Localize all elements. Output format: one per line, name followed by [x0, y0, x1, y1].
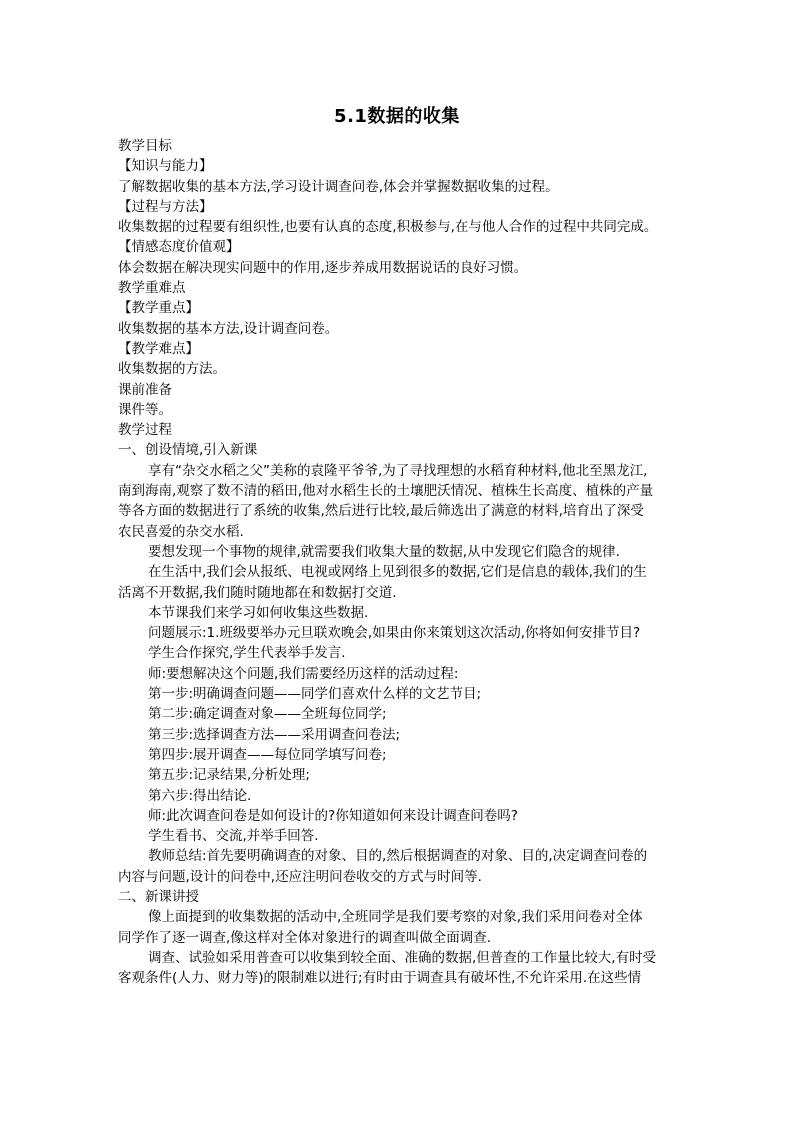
subheading-process: 【过程与方法】 — [118, 198, 213, 215]
step-item: 第五步:记录结果,分析处理; — [148, 767, 310, 784]
paragraph-line: 调查、试验如采用普查可以收集到较全面、准确的数据,但普查的工作量比较大,有时受 — [148, 949, 657, 966]
paragraph-line: 收集数据的方法。 — [118, 361, 226, 378]
paragraph-line: 农民喜爱的杂交水稻. — [118, 523, 244, 540]
subheading-attitude: 【情感态度价值观】 — [118, 239, 240, 256]
paragraph-line: 学生合作探究,学生代表举手发言. — [148, 645, 346, 662]
paragraph-line: 问题展示:1.班级要举办元旦联欢晚会,如果由你来策划这次活动,你将如何安排节目? — [148, 625, 641, 642]
paragraph-line: 体会数据在解决现实问题中的作用,逐步养成用数据说话的良好习惯。 — [118, 259, 528, 276]
paragraph-line: 学生看书、交流,并举手回答. — [148, 828, 319, 845]
paragraph-line: 南到海南,观察了数不清的稻田,他对水稻生长的土壤肥沃情况、植株生长高度、植株的产量 — [118, 483, 654, 500]
paragraph-line: 活离不开数据,我们随时随地都在和数据打交道. — [118, 584, 397, 601]
heading-key-points: 教学重难点 — [118, 280, 186, 297]
section-heading-2: 二、新课讲授 — [118, 888, 199, 905]
paragraph-line: 客观条件(人力、财力等)的限制难以进行;有时由于调查具有破坏性,不允许采用.在这些情 — [118, 970, 642, 987]
subheading-difficulty: 【教学难点】 — [118, 340, 199, 357]
paragraph-line: 师:要想解决这个问题,我们需要经历这样的活动过程: — [148, 665, 459, 682]
heading-preparation: 课前准备 — [118, 381, 172, 398]
step-item: 第三步:选择调查方法——采用调查问卷法; — [148, 726, 401, 743]
subheading-knowledge: 【知识与能力】 — [118, 158, 213, 175]
paragraph-line: 像上面提到的收集数据的活动中,全班同学是我们要考察的对象,我们采用问卷对全体 — [148, 909, 643, 926]
paragraph-line: 要想发现一个事物的规律,就需要我们收集大量的数据,从中发现它们隐含的规律. — [148, 543, 620, 560]
paragraph-line: 内容与问题,设计的问卷中,还应注明问卷收交的方式与时间等. — [118, 868, 482, 885]
paragraph-line: 享有“杂交水稻之父”美称的袁隆平爷爷,为了寻找理想的水稻育种材料,他北至黑龙江, — [148, 462, 648, 479]
document-body — [118, 136, 688, 988]
paragraph-line: 等各方面的数据进行了系统的收集,然后进行比较,最后筛选出了满意的材料,培育出了深受 — [118, 503, 644, 520]
paragraph-line: 教师总结:首先要明确调查的对象、目的,然后根据调查的对象、目的,决定调查问卷的 — [148, 848, 648, 865]
paragraph-line: 了解数据收集的基本方法,学习设计调查问卷,体会并掌握数据收集的过程。 — [118, 178, 559, 195]
paragraph-line: 收集数据的基本方法,设计调查问卷。 — [118, 320, 339, 337]
paragraph-line: 同学作了逐一调查,像这样对全体对象进行的调查叫做全面调查. — [118, 929, 492, 946]
step-item: 第六步:得出结论. — [148, 787, 252, 804]
subheading-focus: 【教学重点】 — [118, 300, 199, 317]
section-heading-1: 一、创设情境,引入新课 — [118, 442, 258, 459]
step-item: 第二步:确定调查对象——全班每位同学; — [148, 706, 387, 723]
step-item: 第四步:展开调查——每位同学填写问卷; — [148, 746, 387, 763]
paragraph-line: 收集数据的过程要有组织性,也要有认真的态度,积极参与,在与他人合作的过程中共同完成。 — [118, 219, 658, 236]
heading-teaching-process: 教学过程 — [118, 422, 172, 439]
page-title: 5.1数据的收集 — [334, 106, 460, 127]
paragraph-line: 课件等。 — [118, 401, 172, 418]
paragraph-line: 本节课我们来学习如何收集这些数据. — [148, 604, 369, 621]
heading-teaching-goals: 教学目标 — [118, 138, 172, 154]
step-item: 第一步:明确调查问题——同学们喜欢什么样的文艺节目; — [148, 686, 482, 703]
paragraph-line: 师:此次调查问卷是如何设计的?你知道如何来设计调查问卷吗? — [148, 807, 518, 824]
paragraph-line: 在生活中,我们会从报纸、电视或网络上见到很多的数据,它们是信息的载体,我们的生 — [148, 564, 647, 581]
